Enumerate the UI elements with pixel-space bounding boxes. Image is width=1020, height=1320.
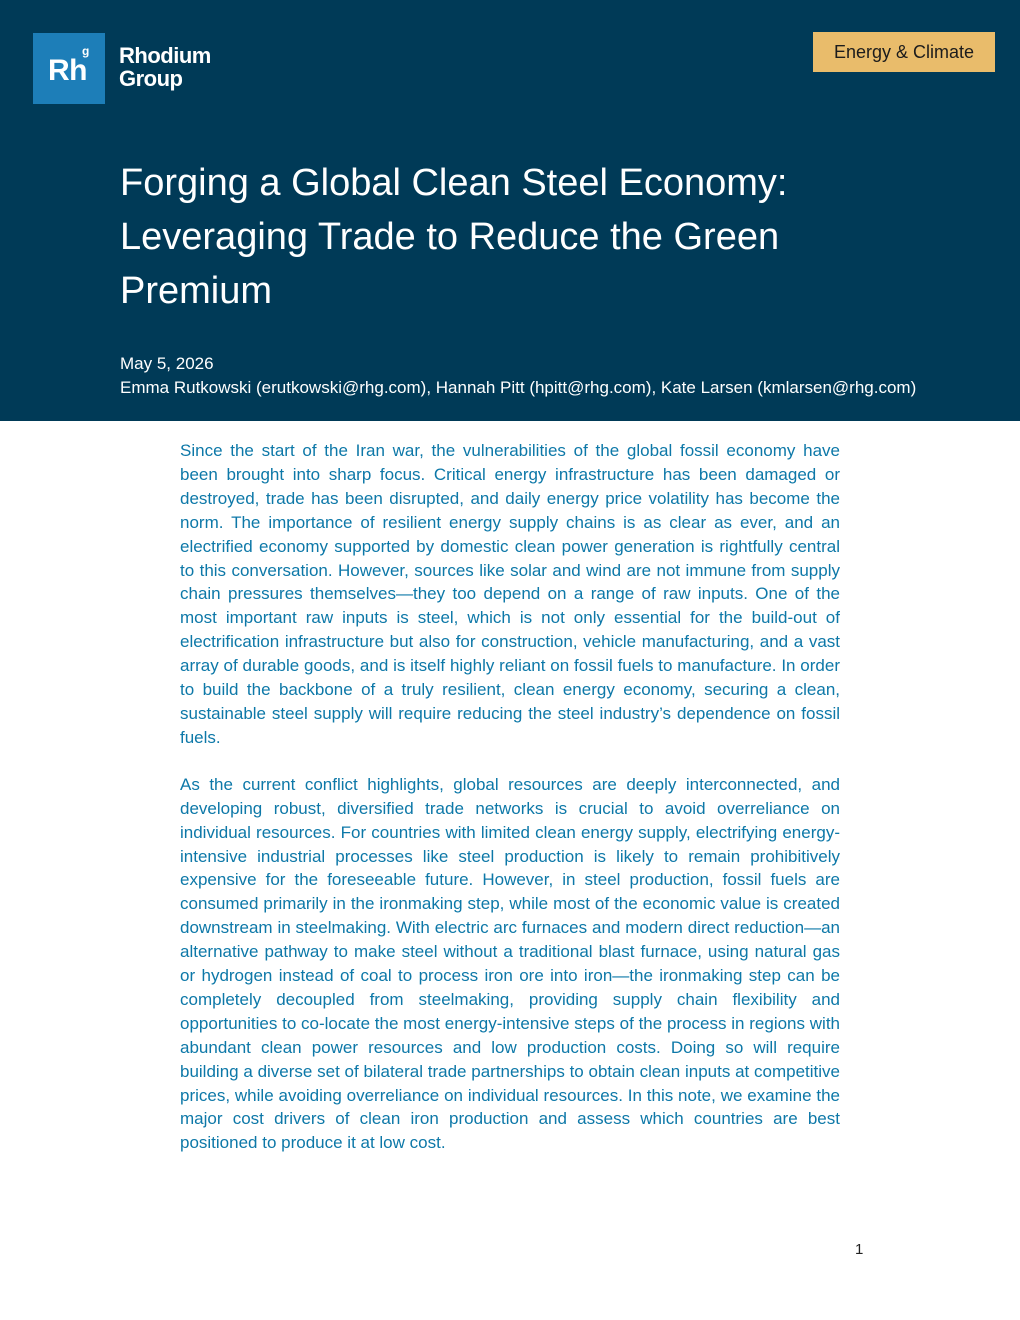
logo-mark-text: Rh xyxy=(48,54,87,87)
logo-name-line1: Rhodium xyxy=(119,43,211,68)
body-text xyxy=(180,439,840,1178)
report-header xyxy=(0,0,1020,421)
rhodium-logo-mark xyxy=(33,33,105,104)
logo-wordmark xyxy=(119,44,211,90)
body-paragraph: Since the start of the Iran war, the vulnerabilities of the global fossil economy have been brought into sharp focus. Critical energy infrastructure has been damaged or destroyed, trade has been disrupted, and daily energy price volatility has become the norm. The importance of resilient energy supply chains is as clear as ever, and an electrified economy supported by domestic clean power generation is rightfully central to this conversation. However, sources like solar and wind are not immune from supply chain pressures themselves—they too depend on a range of raw inputs. One of the most important raw inputs is steel, which is not only essential for the build-out of electrification infrastructure but also for construction, vehicle manufacturing, and a vast array of durable goods, and is itself highly reliant on fossil fuels to manufacture. In order to build the backbone of a truly resilient, clean energy economy, securing a clean, sustainable steel supply will require reducing the steel industry’s dependence on fossil fuels. xyxy=(180,441,840,747)
category-tag: Energy & Climate xyxy=(813,32,995,72)
logo-name-line2: Group xyxy=(119,66,183,91)
page-number: 1 xyxy=(855,1241,864,1258)
author-list: Emma Rutkowski (erutkowski@rhg.com), Hannah Pitt (hpitt@rhg.com), Kate Larsen (kmlarsen@rhg.com) xyxy=(120,378,917,397)
report-title: Forging a Global Clean Steel Economy: Leveraging Trade to Reduce the Green Premium xyxy=(120,162,788,312)
logo-superscript: g xyxy=(82,44,90,58)
publication-date: May 5, 2026 xyxy=(120,354,214,373)
body-paragraph: As the current conflict highlights, global resources are deeply interconnected, and developing robust, diversified trade networks is crucial to avoid overreliance on individual resources. For countries with limited clean energy supply, electrifying energy-intensive industrial processes like steel production is likely to remain prohibitively expensive for the foreseeable future. However, in steel production, fossil fuels are consumed primarily in the ironmaking step, while most of the economic value is created downstream in steelmaking. With electric arc furnaces and modern direct reduction—an alternative pathway to make steel without a traditional blast furnace, using natural gas or hydrogen instead of coal to process iron ore into iron—the ironmaking step can be completely decoupled from steelmaking, providing supply chain flexibility and opportunities to co-locate the most energy-intensive steps of the process in regions with abundant clean power resources and low production costs. Doing so will require building a diverse set of bilateral trade partnerships to obtain clean inputs at competitive prices, while avoiding overreliance on individual resources. In this note, we examine the major cost drivers of clean iron production and assess which countries are best positioned to produce it at low cost. xyxy=(180,774,840,1153)
